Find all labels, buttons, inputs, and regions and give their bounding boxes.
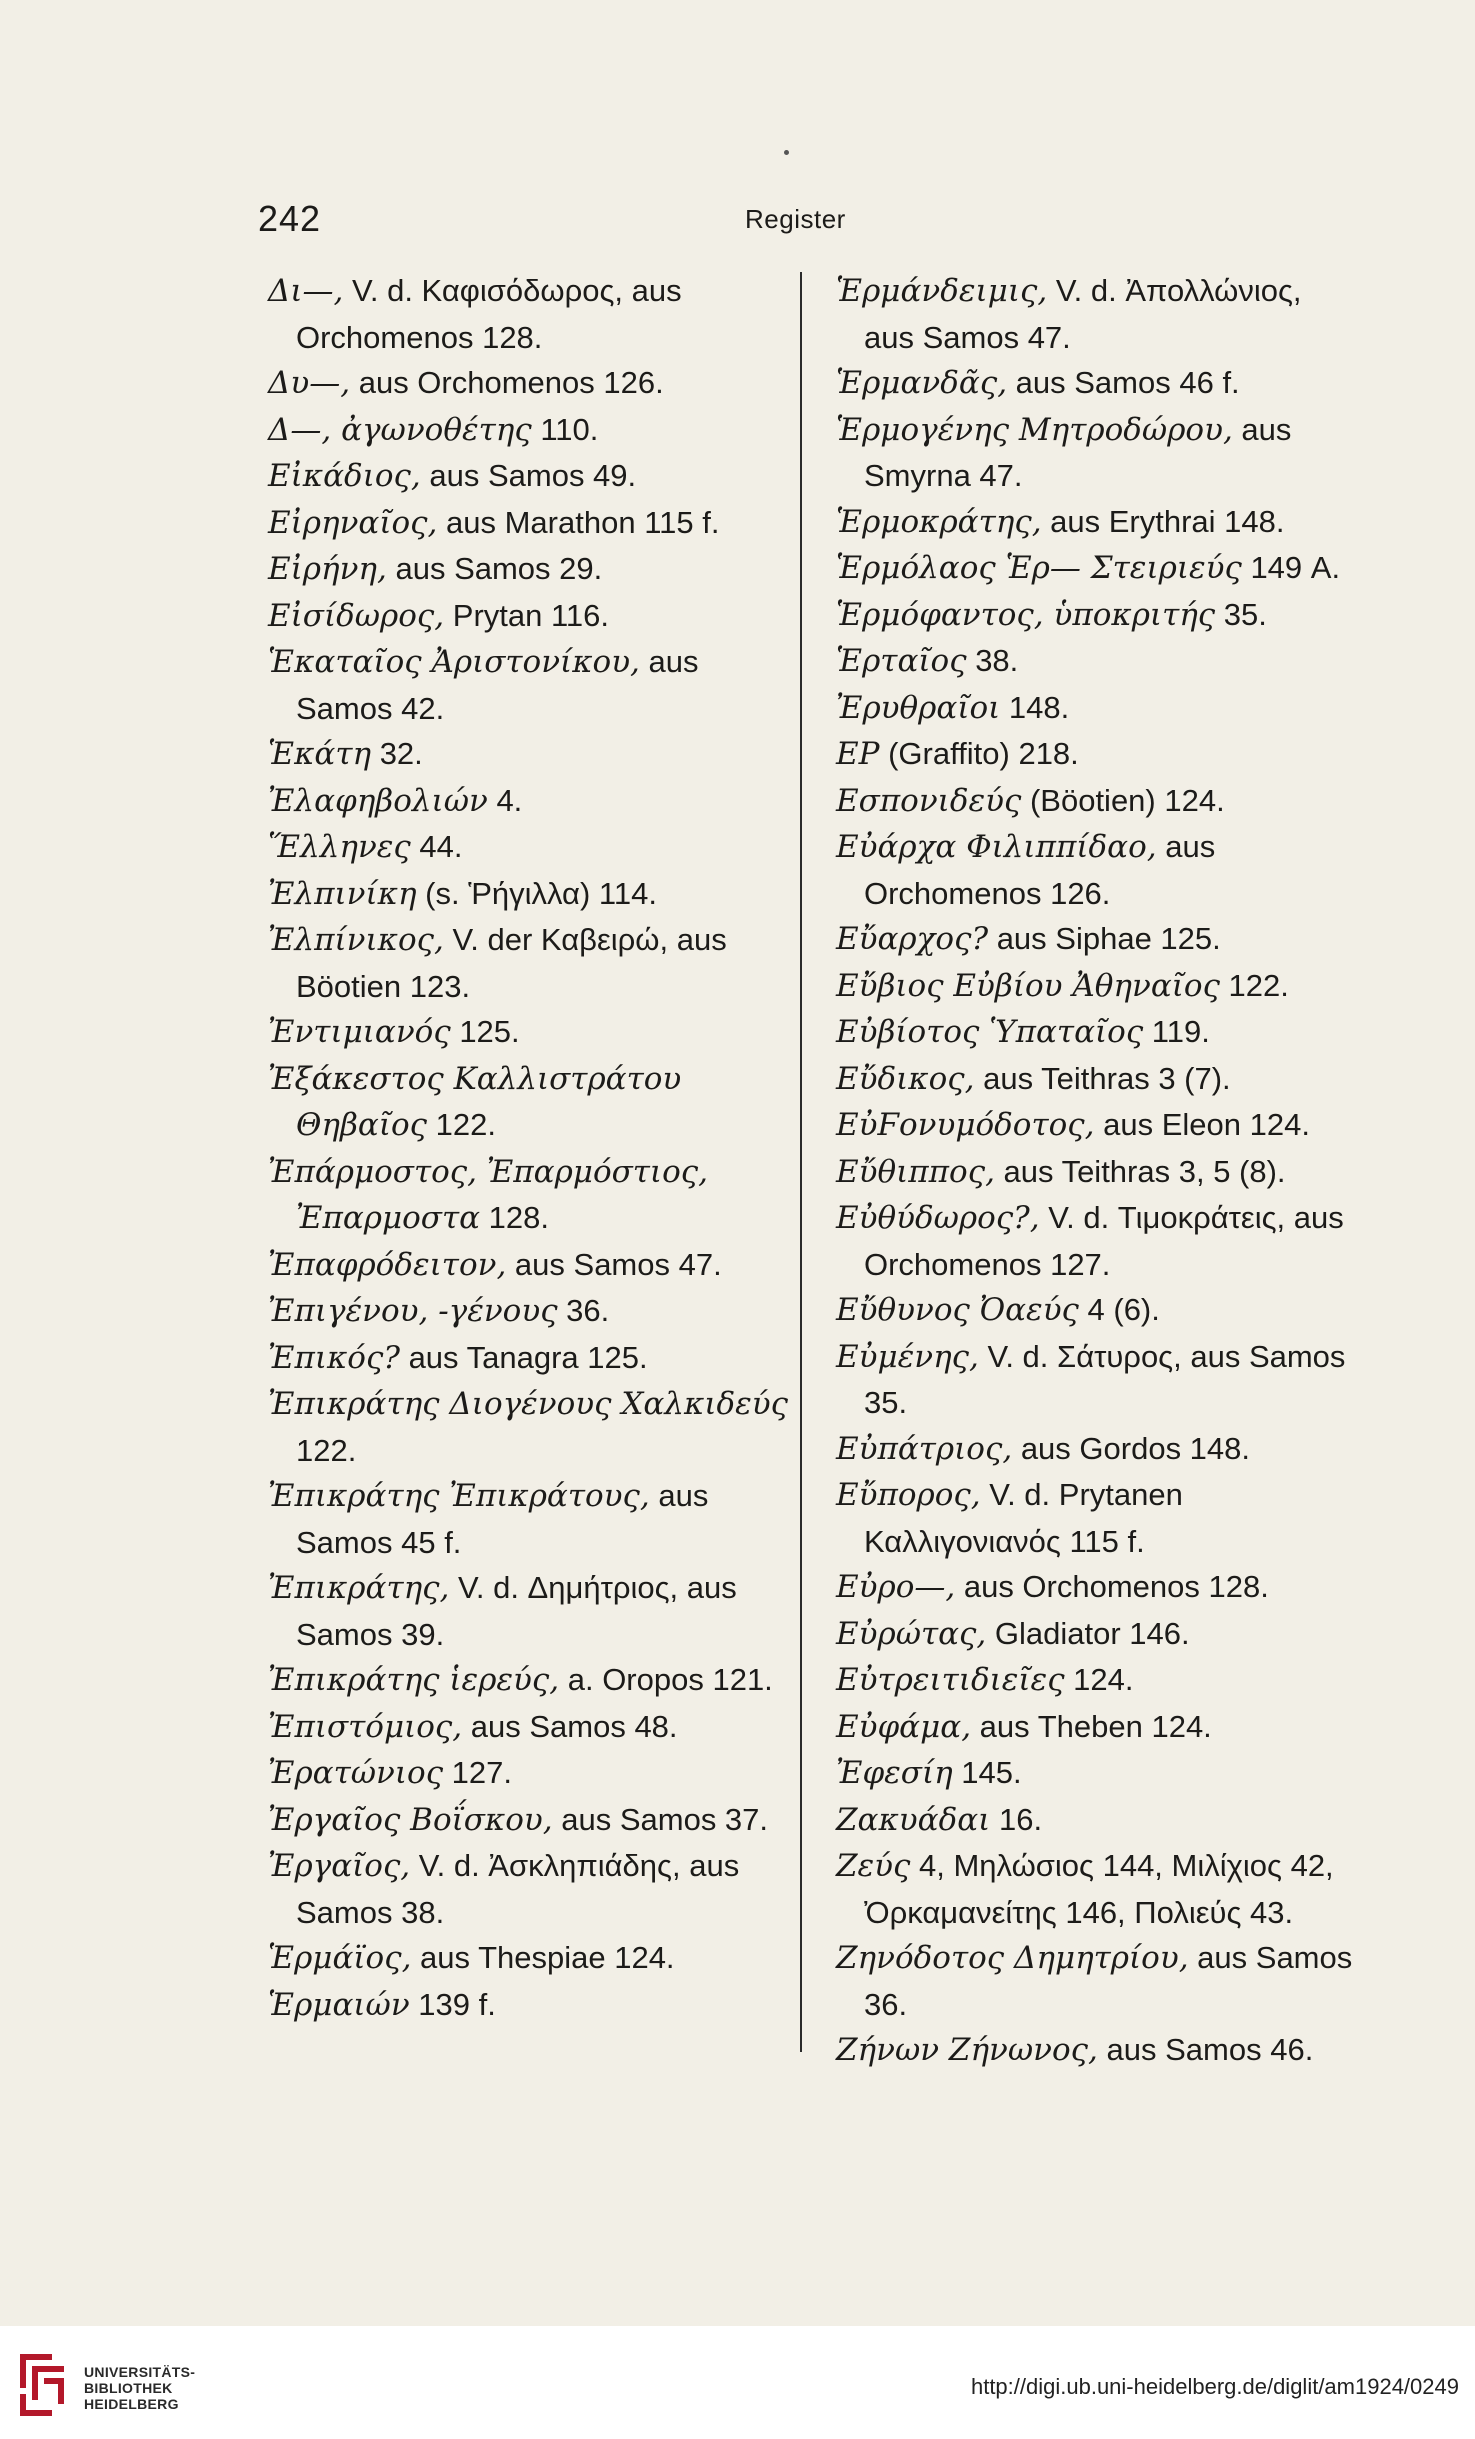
index-entry — [836, 963, 1356, 1010]
entry-headword: Ἑρμάνδειμις, — [836, 273, 1048, 309]
index-entry — [836, 499, 1356, 546]
entry-headword: Ζήνων Ζήνωνος, — [836, 2032, 1098, 2068]
entry-headword: Ἐργαῖος Βοΐσκου, — [268, 1801, 553, 1838]
permalink-url[interactable]: http://digi.ub.uni-heidelberg.de/diglit/am1924/0249 — [970, 2374, 1459, 2399]
index-entry — [268, 1982, 788, 2029]
entry-reference: aus Samos 45 f. — [296, 1478, 709, 1560]
index-entry — [268, 593, 788, 640]
entry-headword: Ἐπιστόμιος, — [268, 1708, 463, 1745]
entry-headword: Ἑρμαιών — [268, 1986, 410, 2023]
entry-reference: Prytan 116. — [444, 597, 610, 633]
index-entry — [836, 545, 1356, 592]
entry-headword: ΕΡ — [836, 736, 880, 772]
index-entry — [268, 546, 788, 593]
entry-headword: Ἑρταῖος — [836, 643, 967, 679]
entry-headword: Εὐρο—, — [836, 1569, 956, 1605]
index-entry — [268, 1288, 788, 1335]
index-column-right — [836, 268, 1356, 2074]
entry-headword: Εἰσίδωρος, — [268, 597, 445, 634]
index-entry — [836, 1149, 1356, 1196]
index-entry — [836, 1102, 1356, 1149]
entry-reference: Gladiator 146. — [986, 1615, 1190, 1651]
entry-reference: 122. — [427, 1107, 496, 1142]
entry-reference: 122. — [296, 1432, 357, 1468]
entry-headword: Εὐτρειτιδιεῖες — [836, 1662, 1065, 1698]
index-entry — [268, 731, 788, 778]
entry-reference: 16. — [990, 1801, 1043, 1837]
index-entry — [268, 778, 788, 825]
entry-headword: Ἐξάκεστος Καλλιστράτου Θηβαῖος — [268, 1060, 682, 1143]
entry-headword: Ἑρμόφαντος, ὑποκριτής — [836, 596, 1216, 633]
index-entry — [268, 1056, 788, 1149]
library-name-line: HEIDELBERG — [84, 2396, 179, 2412]
index-entry — [268, 917, 788, 1009]
library-name-line: BIBLIOTHEK — [84, 2380, 173, 2396]
entry-headword: Ἑρμόλαος Ἑρ— Στειριεύς — [836, 550, 1242, 586]
entry-reference: aus Theben 124. — [971, 1708, 1212, 1744]
entry-headword: Ἐρατώνιος — [268, 1755, 444, 1791]
entry-reference: 119. — [1143, 1014, 1210, 1049]
entry-headword: Εὔαρχος? — [836, 921, 989, 957]
entry-reference: aus Eleon 124. — [1094, 1107, 1310, 1142]
ub-heidelberg-logo-icon — [12, 2348, 74, 2418]
entry-headword: Ἐπικός? — [268, 1339, 400, 1376]
index-entry — [836, 1009, 1356, 1056]
index-entry — [836, 1472, 1356, 1564]
entry-headword: Δ—, ἀγωνοθέτης — [268, 411, 532, 448]
entry-headword: Ἐπαφρόδειτον, — [268, 1246, 507, 1283]
entry-reference: V. d. Prytanen Καλλιγονιανός 115 f. — [864, 1477, 1183, 1559]
entry-headword: Εὐμένης, — [836, 1338, 979, 1375]
entry-headword: Εὐθύδωρος?, — [836, 1200, 1040, 1236]
entry-headword: Εἰρηναῖος, — [268, 504, 438, 541]
entry-headword: Ἐλπίνικος, — [268, 922, 444, 958]
index-entry — [268, 1750, 788, 1797]
entry-reference: aus Marathon 115 f. — [437, 504, 720, 540]
entry-reference: 32. — [371, 736, 423, 771]
index-entry — [836, 1056, 1356, 1103]
entry-headword: Εἰρήνη, — [268, 551, 387, 587]
entry-headword: Ἑρμογένης Μητροδώρου, — [836, 411, 1233, 448]
index-entry — [836, 1564, 1356, 1611]
index-entry — [268, 1149, 788, 1242]
index-entry — [836, 1611, 1356, 1658]
entry-reference: 35. — [1215, 596, 1267, 632]
entry-reference: 38. — [966, 643, 1019, 678]
entry-reference: aus Orchomenos 128. — [955, 1569, 1269, 1604]
entry-reference: V. d. Τιμοκράτεις, aus Orchomenos 127. — [864, 1200, 1344, 1282]
entry-headword: Δι—, — [268, 273, 344, 309]
library-name — [84, 2364, 195, 2412]
entry-reference: aus Thespiae 124. — [411, 1940, 675, 1975]
entry-headword: Δυ—, — [268, 365, 351, 401]
entry-reference: 127. — [443, 1755, 513, 1790]
index-entry — [836, 1935, 1356, 2027]
index-entry — [268, 500, 788, 547]
entry-headword: Ἑρμανδᾶς, — [836, 365, 1008, 401]
entry-reference: aus Samos 46 f. — [1007, 365, 1240, 400]
entry-headword: Εὐάρχα Φιλιππίδαο, — [836, 829, 1157, 865]
index-entry — [836, 1797, 1356, 1844]
entry-reference: 149 A. — [1241, 550, 1341, 585]
entry-reference: V. d. Ἀσκληπιάδης, aus Samos 38. — [296, 1848, 740, 1930]
index-entry — [836, 1287, 1356, 1334]
entry-headword: Εὐρώτας, — [836, 1615, 987, 1652]
index-entry — [268, 824, 788, 871]
index-entry — [268, 1473, 788, 1565]
entry-headword: Ἐπικράτης Διογένους Χαλκιδεύς — [268, 1386, 788, 1422]
index-entry — [836, 592, 1356, 639]
index-entry — [268, 407, 788, 454]
index-entry — [836, 778, 1356, 825]
index-entry — [268, 871, 788, 918]
entry-headword: Ζακυάδαι — [836, 1801, 991, 1838]
entry-reference: aus Samos 49. — [420, 458, 637, 493]
index-entry — [268, 453, 788, 500]
entry-headword: Ἐλπινίκη — [268, 875, 417, 912]
index-entry — [836, 916, 1356, 963]
index-entry — [836, 685, 1356, 732]
running-head: Register — [745, 204, 846, 234]
index-entry — [836, 1195, 1356, 1287]
entry-reference: (Böotien) 124. — [1021, 782, 1225, 818]
entry-reference: aus Samos 47. — [506, 1246, 722, 1282]
entry-headword: Ἐπικράτης ἱερεύς, — [268, 1662, 560, 1698]
entry-headword: Ἐπικράτης Ἐπικράτους, — [268, 1478, 650, 1514]
index-entry — [836, 2027, 1356, 2074]
entry-reference: 124. — [1064, 1662, 1134, 1697]
index-entry — [268, 1335, 788, 1382]
entry-headword: Ἐρυθραῖοι — [836, 689, 1001, 726]
entry-reference: aus Samos 46. — [1097, 2032, 1314, 2067]
entry-headword: Ἐφεσίη — [836, 1755, 953, 1791]
index-entry — [268, 1565, 788, 1657]
entry-reference: (Graffito) 218. — [879, 736, 1079, 771]
index-entry — [268, 639, 788, 731]
index-entry — [836, 731, 1356, 778]
index-entry — [268, 1797, 788, 1844]
entry-reference: aus Samos 48. — [462, 1708, 678, 1744]
entry-reference: a. Oropos 121. — [559, 1662, 773, 1697]
index-entry — [268, 1935, 788, 1982]
entry-headword: Εὔβιος Εὐβίου Ἀθηναῖος — [836, 967, 1220, 1004]
entry-reference: aus Smyrna 47. — [864, 411, 1292, 493]
page-number: 242 — [258, 198, 322, 239]
index-entry — [836, 638, 1356, 685]
index-column-left — [268, 268, 788, 2028]
entry-reference: 139 f. — [409, 1986, 496, 2022]
page-speck — [784, 150, 789, 155]
entry-reference: 36. — [557, 1293, 610, 1328]
entry-reference: V. d. Σάτυρος, aus Samos 35. — [864, 1338, 1346, 1420]
index-entry — [268, 360, 788, 407]
index-entry — [836, 1657, 1356, 1704]
entry-headword: Εἰκάδιος, — [268, 458, 421, 494]
entry-reference: aus Teithras 3, 5 (8). — [994, 1153, 1286, 1189]
library-name-line: UNIVERSITÄTS- — [84, 2364, 196, 2380]
entry-reference: V. d. Δημήτριος, aus Samos 39. — [296, 1570, 737, 1652]
entry-headword: Ἑκαταῖος Ἀριστονίκου, — [268, 644, 640, 680]
entry-reference: 4 (6). — [1078, 1292, 1160, 1327]
entry-reference: 4, Μηλώσιος 144, Μιλίχιος 42, Ὀρκαμανείτης 146, Πολιεύς 43. — [864, 1848, 1334, 1930]
entry-reference: 125. — [450, 1014, 520, 1049]
entry-headword: Εὐβίοτος Ὑπαταῖος — [836, 1014, 1144, 1050]
index-entry — [836, 1334, 1356, 1426]
entry-reference: aus Tanagra 125. — [399, 1339, 648, 1375]
entry-headword: Ἑρμοκράτης, — [836, 503, 1042, 540]
entry-reference: 145. — [952, 1755, 1022, 1790]
index-entry — [836, 1426, 1356, 1473]
index-entry — [268, 1704, 788, 1751]
entry-headword: Ἕλληνες — [268, 829, 411, 865]
entry-reference: aus Siphae 125. — [988, 921, 1221, 956]
entry-headword: Ἐπικράτης, — [268, 1570, 450, 1606]
entry-reference: V. der Καβειρώ, aus Böotien 123. — [296, 922, 727, 1004]
entry-headword: Ἑρμάϊος, — [268, 1940, 412, 1976]
index-entry — [268, 1381, 788, 1473]
entry-reference: 122. — [1219, 967, 1289, 1003]
entry-reference: aus Samos 36. — [864, 1940, 1353, 2022]
entry-headword: Ζηνόδοτος Δημητρίου, — [836, 1940, 1189, 1976]
entry-headword: Εὐπάτριος, — [836, 1430, 1013, 1467]
entry-headword: Ἑκάτη — [268, 736, 372, 772]
entry-reference: (s. Ῥήγιλλα) 114. — [416, 875, 657, 911]
entry-reference: aus Orchomenos 126. — [864, 829, 1216, 911]
index-entry — [268, 1242, 788, 1289]
entry-headword: Εσπονιδεύς — [836, 782, 1022, 819]
footer-bar — [0, 2326, 1475, 2439]
index-entry — [268, 1843, 788, 1935]
index-entry — [836, 1704, 1356, 1751]
entry-reference: aus Erythrai 148. — [1041, 503, 1285, 539]
entry-headword: Εὔθυνος Ὀαεύς — [836, 1292, 1079, 1328]
index-entry — [836, 824, 1356, 916]
entry-reference: 110. — [531, 411, 599, 447]
index-entry — [268, 268, 788, 360]
entry-reference: 4. — [487, 782, 523, 818]
entry-headword: Εὔπορος, — [836, 1477, 981, 1513]
entry-headword: ΕὐϜονυμόδοτος, — [836, 1107, 1095, 1143]
entry-headword: Εὔθιππος, — [836, 1153, 995, 1190]
index-entry — [836, 1843, 1356, 1935]
entry-reference: 44. — [410, 829, 463, 864]
entry-reference: aus Samos 29. — [386, 551, 603, 586]
entry-reference: 128. — [480, 1200, 549, 1235]
entry-headword: Ἐντιμιανός — [268, 1014, 451, 1050]
entry-headword: Εὔδικος, — [836, 1060, 975, 1097]
entry-headword: Ζεύς — [836, 1848, 911, 1884]
entry-reference: V. d. Καφισόδωρος, aus Orchomenos 128. — [296, 273, 682, 355]
entry-reference: V. d. Ἀπολλώνιος, aus Samos 47. — [864, 273, 1302, 355]
entry-headword: Ἐπιγένου, -γένους — [268, 1293, 558, 1329]
entry-reference: aus Samos 37. — [552, 1801, 769, 1837]
index-entry — [268, 1657, 788, 1704]
entry-reference: aus Teithras 3 (7). — [974, 1060, 1231, 1096]
entry-reference: 148. — [1000, 689, 1070, 725]
index-entry — [836, 268, 1356, 360]
index-entry — [836, 1750, 1356, 1797]
entry-headword: Ἐλαφηβολιών — [268, 782, 488, 819]
entry-reference: aus Gordos 148. — [1012, 1430, 1251, 1466]
entry-headword: Ἐργαῖος, — [268, 1848, 411, 1884]
index-entry — [836, 360, 1356, 407]
entry-headword: Ἐπάρμοστος, Ἐπαρμόστιος, Ἐπαρμοστα — [268, 1153, 708, 1236]
column-divider — [800, 272, 802, 2052]
index-entry — [268, 1009, 788, 1056]
entry-headword: Εὐφάμα, — [836, 1708, 972, 1745]
entry-reference: aus Samos 42. — [296, 644, 699, 726]
index-entry — [836, 407, 1356, 499]
entry-reference: aus Orchomenos 126. — [350, 365, 664, 400]
